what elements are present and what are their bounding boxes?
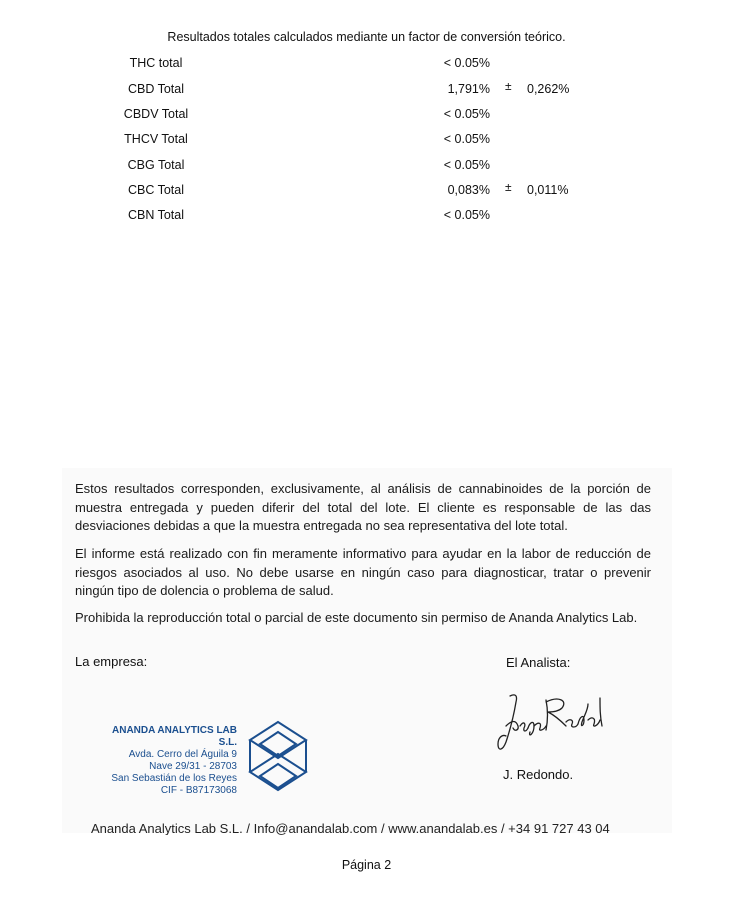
disclaimer-paragraph-2: El informe está realizado con fin meramente informativo para ayudar en la labor de reducción de riesgos asociados al uso. No debe usarse en ningún caso para diagnosticar, tratar o prevenir ningún tipo de dolencia o problema de salud.	[75, 546, 651, 598]
page-number: Página 2	[341, 858, 392, 872]
analyst-label: El Analista:	[506, 655, 571, 670]
company-label: La empresa:	[75, 654, 148, 669]
plus-minus-sign: ±	[505, 79, 512, 93]
stamp-cif: CIF - B87173068	[160, 785, 237, 796]
stamp-city: San Sebastián de los Reyes	[111, 773, 237, 784]
row-value: < 0.05%	[443, 208, 490, 222]
stamp-company-name: ANANDA ANALYTICS LAB S.L.	[112, 725, 237, 748]
row-name: CBDV Total	[123, 107, 189, 121]
row-value: 0,083%	[447, 183, 490, 197]
row-name: CBC Total	[127, 183, 185, 197]
company-logo-icon	[246, 718, 310, 794]
row-value: < 0.05%	[443, 158, 490, 172]
row-name: CBD Total	[127, 82, 185, 96]
row-name: CBN Total	[127, 208, 185, 222]
row-name: THC total	[129, 56, 183, 70]
analyst-name: J. Redondo.	[503, 767, 574, 782]
plus-minus-sign: ±	[505, 180, 512, 194]
row-uncertainty: 0,262%	[527, 82, 570, 96]
row-value: < 0.05%	[443, 132, 490, 146]
row-name: CBG Total	[127, 158, 185, 172]
disclaimer-paragraph-3: Prohibida la reproducción total o parcial de este documento sin permiso de Ananda Analytics Lab.	[75, 610, 638, 625]
row-uncertainty: 0,011%	[527, 183, 569, 197]
row-name: THCV Total	[124, 132, 188, 146]
disclaimer-paragraph-1: Estos resultados corresponden, exclusivamente, al análisis de cannabinoides de la porción de muestra entregada y pueden diferir del total del lote. El cliente es responsable de las das desviaciones debidas a que la muestra entregada no sea representativa del lote total.	[75, 481, 651, 533]
row-value: < 0.05%	[443, 56, 490, 70]
contact-footer: Ananda Analytics Lab S.L. / Info@anandalab.com / www.anandalab.es / +34 91 727 43 04	[91, 821, 610, 835]
row-value: < 0.05%	[443, 107, 490, 121]
stamp-address-1: Avda. Cerro del Águila 9	[128, 749, 237, 760]
results-title: Resultados totales calculados mediante un factor de conversión teórico.	[167, 30, 566, 44]
row-value: 1,791%	[447, 82, 490, 96]
company-stamp	[92, 725, 237, 797]
stamp-address-2: Nave 29/31 - 28703	[149, 761, 237, 772]
analyst-signature-image	[488, 690, 608, 758]
